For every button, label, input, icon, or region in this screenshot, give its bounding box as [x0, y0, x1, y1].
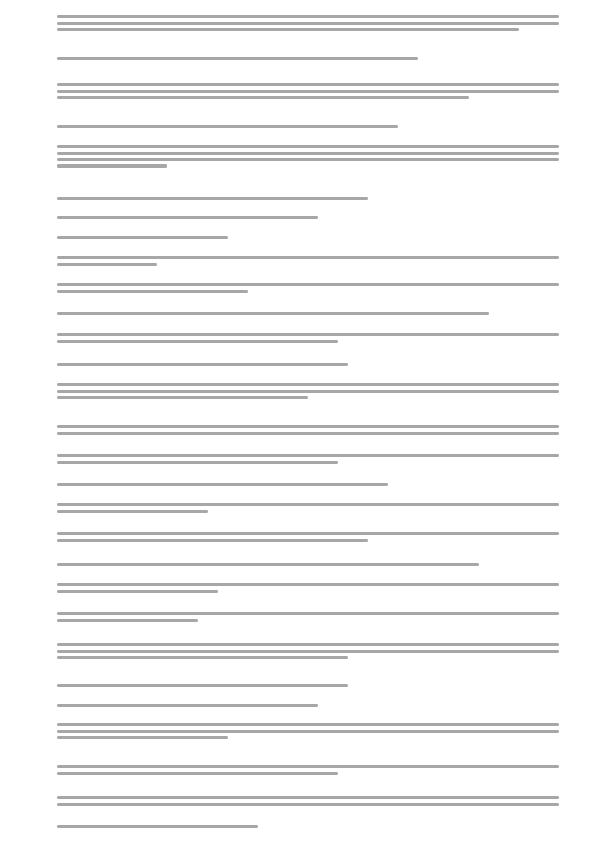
- paragraph-18: [57, 500, 559, 516]
- paragraph-24: [57, 681, 559, 691]
- paragraph-2: [57, 54, 559, 64]
- paragraph-7: [57, 213, 559, 223]
- paragraph-25: [57, 701, 559, 711]
- paragraph-8: [57, 233, 559, 243]
- paragraph-4: [57, 122, 559, 132]
- paragraph-10: [57, 280, 559, 296]
- paragraph-15: [57, 422, 559, 438]
- paragraph-6: [57, 194, 559, 204]
- paragraph-26: [57, 720, 559, 742]
- paragraph-21: [57, 580, 559, 596]
- paragraph-23: [57, 640, 559, 662]
- paragraph-12: [57, 330, 559, 346]
- paragraph-28: [57, 793, 559, 809]
- paragraph-29: [57, 822, 559, 832]
- paragraph-5: [57, 142, 559, 171]
- paragraph-16: [57, 451, 559, 467]
- paragraph-13: [57, 360, 559, 370]
- paragraph-14: [57, 380, 559, 402]
- paragraph-22: [57, 609, 559, 625]
- paragraph-20: [57, 560, 559, 570]
- paragraph-17: [57, 480, 559, 490]
- paragraph-9: [57, 253, 559, 269]
- paragraph-11: [57, 309, 559, 319]
- paragraph-27: [57, 762, 559, 778]
- paragraph-19: [57, 529, 559, 545]
- paragraph-3: [57, 80, 559, 102]
- paragraph-1: [57, 12, 559, 34]
